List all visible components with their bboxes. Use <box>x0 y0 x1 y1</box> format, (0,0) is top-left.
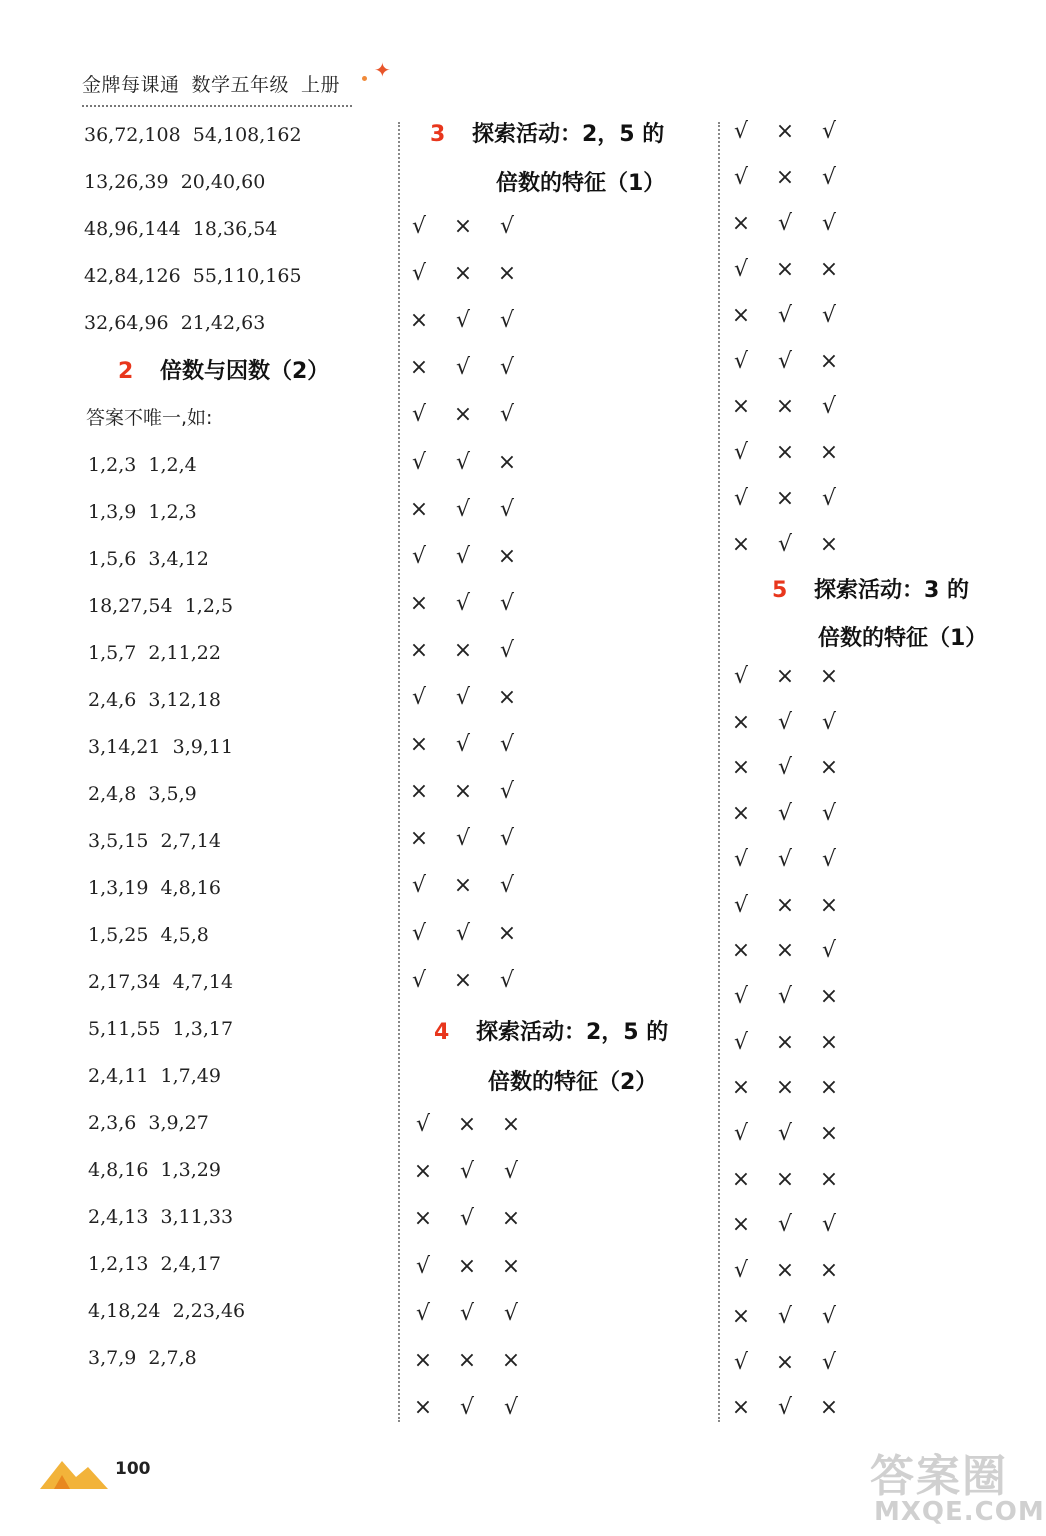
page-header <box>82 70 352 107</box>
mark-row <box>730 1256 840 1286</box>
answer-row: 3,7,9 2,7,8 <box>88 1347 197 1369</box>
mark-row <box>408 730 518 760</box>
cross-mark: × <box>819 1166 839 1192</box>
watermark-url: MXQE.COM <box>874 1497 1045 1527</box>
mark-row <box>412 1299 522 1329</box>
answer-row: 4,18,24 2,23,46 <box>88 1300 246 1322</box>
mark-row <box>730 117 840 147</box>
check-mark: √ <box>777 532 793 558</box>
check-mark: √ <box>733 846 749 872</box>
check-mark: √ <box>455 732 471 758</box>
mark-row <box>730 255 840 285</box>
check-mark: √ <box>733 164 749 190</box>
mark-row <box>408 919 518 949</box>
mark-row <box>412 1157 522 1187</box>
cross-mark: × <box>775 394 795 420</box>
mark-row <box>408 871 518 901</box>
mark-row <box>408 259 518 289</box>
check-mark: √ <box>499 496 515 522</box>
check-mark: √ <box>733 664 749 689</box>
check-mark: √ <box>777 846 793 872</box>
check-mark: √ <box>777 1121 793 1146</box>
mark-row <box>730 891 840 921</box>
cross-mark: × <box>819 1075 839 1101</box>
cross-mark: × <box>819 1121 839 1146</box>
cross-mark: × <box>409 637 429 663</box>
answer-row: 1,2,13 2,4,17 <box>88 1253 221 1275</box>
check-mark: √ <box>499 826 515 852</box>
cross-mark: × <box>775 119 795 144</box>
cross-mark: × <box>413 1206 433 1232</box>
check-mark: √ <box>499 308 515 334</box>
cross-mark: × <box>731 1303 751 1329</box>
answer-row: 2,4,8 3,5,9 <box>88 783 197 805</box>
check-mark: √ <box>733 440 749 466</box>
answer-row: 13,26,39 20,40,60 <box>84 171 266 193</box>
mark-row <box>730 438 840 468</box>
check-mark: √ <box>821 164 837 190</box>
cross-mark: × <box>453 214 473 239</box>
answer-row: 5,11,55 1,3,17 <box>88 1018 234 1040</box>
section-5-heading <box>772 574 969 608</box>
check-mark: √ <box>733 256 749 282</box>
mark-row <box>408 400 518 430</box>
mark-row <box>730 1028 840 1058</box>
cross-mark: × <box>453 779 473 805</box>
answer-row: 36,72,108 54,108,162 <box>84 124 302 146</box>
answer-row: 2,4,13 3,11,33 <box>88 1206 234 1228</box>
cross-mark: × <box>731 532 751 558</box>
check-mark: √ <box>499 214 515 239</box>
check-mark: √ <box>821 1349 837 1375</box>
check-mark: √ <box>411 402 427 428</box>
check-mark: √ <box>821 938 837 964</box>
section-number: 4 <box>434 1020 450 1045</box>
cross-mark: × <box>409 590 429 616</box>
check-mark: √ <box>777 210 793 236</box>
mark-row <box>408 636 518 666</box>
sparkle-star-icon: ✦ <box>374 58 391 82</box>
subject-title: 数学五年级 <box>191 74 290 96</box>
check-mark: √ <box>459 1300 475 1326</box>
check-mark: √ <box>415 1112 431 1137</box>
mark-row <box>730 1165 840 1195</box>
check-mark: √ <box>503 1395 519 1421</box>
page-number: 100 <box>115 1459 151 1479</box>
mark-row <box>408 448 518 478</box>
cross-mark: × <box>501 1348 521 1373</box>
cross-mark: × <box>453 967 473 993</box>
answer-row: 2,3,6 3,9,27 <box>88 1112 209 1134</box>
answer-row: 2,17,34 4,7,14 <box>88 971 234 993</box>
check-mark: √ <box>821 302 837 328</box>
cross-mark: × <box>819 1258 839 1284</box>
cross-mark: × <box>413 1159 433 1185</box>
answer-row: 42,84,126 55,110,165 <box>84 265 302 287</box>
check-mark: √ <box>777 983 793 1009</box>
check-mark: √ <box>499 967 515 993</box>
cross-mark: × <box>501 1253 521 1279</box>
section-title: 倍数与因数（2） <box>160 359 330 384</box>
cross-mark: × <box>731 938 751 964</box>
check-mark: √ <box>733 348 749 374</box>
answer-row: 1,2,3 1,2,4 <box>88 454 197 476</box>
cross-mark: × <box>453 402 473 428</box>
cross-mark: × <box>775 1349 795 1375</box>
cross-mark: × <box>731 394 751 420</box>
section-number: 5 <box>772 578 788 603</box>
answer-row: 1,3,19 4,8,16 <box>88 877 221 899</box>
mark-row <box>730 163 840 193</box>
cross-mark: × <box>453 637 473 663</box>
check-mark: √ <box>733 1029 749 1055</box>
section-4-heading <box>434 1016 668 1050</box>
check-mark: √ <box>499 732 515 758</box>
check-mark: √ <box>777 801 793 827</box>
mark-row <box>730 708 840 738</box>
answer-note: 答案不唯一,如: <box>86 407 213 429</box>
answer-row: 1,3,9 1,2,3 <box>88 501 197 523</box>
cross-mark: × <box>819 440 839 466</box>
cross-mark: × <box>501 1112 521 1137</box>
cross-mark: × <box>775 256 795 282</box>
mark-row <box>730 209 840 239</box>
cross-mark: × <box>775 440 795 466</box>
mark-row <box>730 1210 840 1240</box>
check-mark: √ <box>415 1300 431 1326</box>
cross-mark: × <box>819 1395 839 1421</box>
cross-mark: × <box>731 1395 751 1421</box>
check-mark: √ <box>415 1253 431 1279</box>
cross-mark: × <box>497 543 517 569</box>
answer-row: 1,5,7 2,11,22 <box>88 642 221 664</box>
cross-mark: × <box>775 164 795 190</box>
cross-mark: × <box>409 355 429 381</box>
mark-row <box>408 824 518 854</box>
check-mark: √ <box>733 486 749 512</box>
check-mark: √ <box>411 873 427 899</box>
check-mark: √ <box>411 685 427 710</box>
cross-mark: × <box>731 210 751 236</box>
mark-row <box>730 936 840 966</box>
check-mark: √ <box>411 214 427 239</box>
check-mark: √ <box>733 1258 749 1284</box>
volume-title: 上册 <box>301 74 341 96</box>
cross-mark: × <box>775 1258 795 1284</box>
cross-mark: × <box>409 496 429 522</box>
cross-mark: × <box>409 826 429 852</box>
answer-row: 4,8,16 1,3,29 <box>88 1159 221 1181</box>
check-mark: √ <box>499 779 515 805</box>
cross-mark: × <box>413 1395 433 1421</box>
answer-row: 3,14,21 3,9,11 <box>88 736 234 758</box>
cross-mark: × <box>775 892 795 918</box>
mark-row <box>730 1073 840 1103</box>
cross-mark: × <box>819 664 839 689</box>
check-mark: √ <box>821 394 837 420</box>
answer-row: 1,5,25 4,5,8 <box>88 924 209 946</box>
cross-mark: × <box>775 664 795 689</box>
answer-row: 2,4,6 3,12,18 <box>88 689 221 711</box>
mark-row <box>408 306 518 336</box>
mark-row <box>408 495 518 525</box>
cross-mark: × <box>819 755 839 781</box>
cross-mark: × <box>819 532 839 558</box>
watermark-logo: 答案圈 <box>870 1451 1008 1502</box>
check-mark: √ <box>499 355 515 381</box>
check-mark: √ <box>455 496 471 522</box>
cross-mark: × <box>819 256 839 282</box>
section-2-heading <box>118 355 329 389</box>
mark-row <box>408 777 518 807</box>
sparkle-dot-icon <box>362 76 367 81</box>
mountain-logo-icon <box>40 1455 110 1491</box>
check-mark: √ <box>455 685 471 710</box>
mark-row <box>408 212 518 242</box>
mark-row <box>408 353 518 383</box>
mark-row <box>730 753 840 783</box>
answer-row: 3,5,15 2,7,14 <box>88 830 221 852</box>
check-mark: √ <box>777 302 793 328</box>
check-mark: √ <box>821 119 837 144</box>
answer-row: 1,5,6 3,4,12 <box>88 548 209 570</box>
mark-row <box>730 1348 840 1378</box>
mark-row <box>730 662 840 692</box>
section-4-heading-line2: 倍数的特征（2） <box>488 1070 658 1095</box>
cross-mark: × <box>731 1075 751 1101</box>
cross-mark: × <box>819 892 839 918</box>
section-3-heading-line2: 倍数的特征（1） <box>496 171 666 196</box>
check-mark: √ <box>777 1395 793 1421</box>
mark-row <box>408 542 518 572</box>
mark-row <box>730 484 840 514</box>
check-mark: √ <box>733 983 749 1009</box>
check-mark: √ <box>821 1303 837 1329</box>
check-mark: √ <box>455 920 471 946</box>
check-mark: √ <box>455 355 471 381</box>
check-mark: √ <box>411 543 427 569</box>
cross-mark: × <box>731 709 751 735</box>
cross-mark: × <box>457 1348 477 1373</box>
check-mark: √ <box>411 967 427 993</box>
check-mark: √ <box>499 873 515 899</box>
cross-mark: × <box>501 1206 521 1232</box>
cross-mark: × <box>497 685 517 710</box>
cross-mark: × <box>453 873 473 899</box>
check-mark: √ <box>459 1395 475 1421</box>
mark-row <box>730 982 840 1012</box>
section-3-heading <box>430 118 664 152</box>
check-mark: √ <box>503 1159 519 1185</box>
cross-mark: × <box>409 732 429 758</box>
mark-row <box>730 845 840 875</box>
book-title: 金牌每课通 <box>82 74 180 96</box>
cross-mark: × <box>731 302 751 328</box>
check-mark: √ <box>455 543 471 569</box>
cross-mark: × <box>409 779 429 805</box>
mark-row <box>412 1204 522 1234</box>
check-mark: √ <box>733 1349 749 1375</box>
cross-mark: × <box>731 755 751 781</box>
mark-row <box>730 1302 840 1332</box>
cross-mark: × <box>497 920 517 946</box>
column-divider-1 <box>398 122 400 1422</box>
check-mark: √ <box>733 892 749 918</box>
check-mark: √ <box>411 920 427 946</box>
mark-row <box>412 1346 522 1376</box>
check-mark: √ <box>499 637 515 663</box>
section-title-line1: 探索活动：2，5 的 <box>476 1020 669 1045</box>
cross-mark: × <box>819 983 839 1009</box>
cross-mark: × <box>497 449 517 475</box>
mark-row <box>412 1393 522 1423</box>
section-number: 3 <box>430 122 446 147</box>
answer-row: 18,27,54 1,2,5 <box>88 595 234 617</box>
check-mark: √ <box>777 1212 793 1238</box>
check-mark: √ <box>777 1303 793 1329</box>
cross-mark: × <box>497 261 517 287</box>
section-5-heading-line2: 倍数的特征（1） <box>818 626 988 651</box>
mark-row <box>730 347 840 377</box>
cross-mark: × <box>457 1112 477 1137</box>
cross-mark: × <box>457 1253 477 1279</box>
cross-mark: × <box>731 1166 751 1192</box>
cross-mark: × <box>775 1075 795 1101</box>
cross-mark: × <box>453 261 473 287</box>
section-title-line1: 探索活动：3 的 <box>814 578 969 603</box>
check-mark: √ <box>821 210 837 236</box>
check-mark: √ <box>411 261 427 287</box>
answer-row: 32,64,96 21,42,63 <box>84 312 266 334</box>
check-mark: √ <box>777 348 793 374</box>
mark-row <box>730 1119 840 1149</box>
check-mark: √ <box>459 1206 475 1232</box>
mark-row <box>412 1252 522 1282</box>
cross-mark: × <box>409 308 429 334</box>
check-mark: √ <box>503 1300 519 1326</box>
check-mark: √ <box>777 755 793 781</box>
mark-row <box>408 683 518 713</box>
check-mark: √ <box>455 826 471 852</box>
mark-row <box>408 589 518 619</box>
section-number: 2 <box>118 359 134 384</box>
cross-mark: × <box>775 1029 795 1055</box>
check-mark: √ <box>455 308 471 334</box>
mark-row <box>730 392 840 422</box>
check-mark: √ <box>821 486 837 512</box>
cross-mark: × <box>413 1348 433 1373</box>
check-mark: √ <box>733 119 749 144</box>
check-mark: √ <box>821 801 837 827</box>
mark-row <box>408 966 518 996</box>
cross-mark: × <box>819 348 839 374</box>
cross-mark: × <box>819 1029 839 1055</box>
section-title-line1: 探索活动：2，5 的 <box>472 122 665 147</box>
check-mark: √ <box>821 1212 837 1238</box>
column-divider-2 <box>718 122 720 1422</box>
check-mark: √ <box>459 1159 475 1185</box>
check-mark: √ <box>821 709 837 735</box>
cross-mark: × <box>731 1212 751 1238</box>
check-mark: √ <box>733 1121 749 1146</box>
check-mark: √ <box>499 590 515 616</box>
answer-row: 48,96,144 18,36,54 <box>84 218 278 240</box>
mark-row <box>412 1110 522 1140</box>
cross-mark: × <box>775 486 795 512</box>
mark-row <box>730 1393 840 1423</box>
check-mark: √ <box>821 846 837 872</box>
check-mark: √ <box>499 402 515 428</box>
check-mark: √ <box>411 449 427 475</box>
check-mark: √ <box>777 709 793 735</box>
check-mark: √ <box>455 590 471 616</box>
answer-row: 2,4,11 1,7,49 <box>88 1065 221 1087</box>
cross-mark: × <box>731 801 751 827</box>
mark-row <box>730 530 840 560</box>
cross-mark: × <box>775 1166 795 1192</box>
cross-mark: × <box>775 938 795 964</box>
mark-row <box>730 799 840 829</box>
check-mark: √ <box>455 449 471 475</box>
mark-row <box>730 301 840 331</box>
